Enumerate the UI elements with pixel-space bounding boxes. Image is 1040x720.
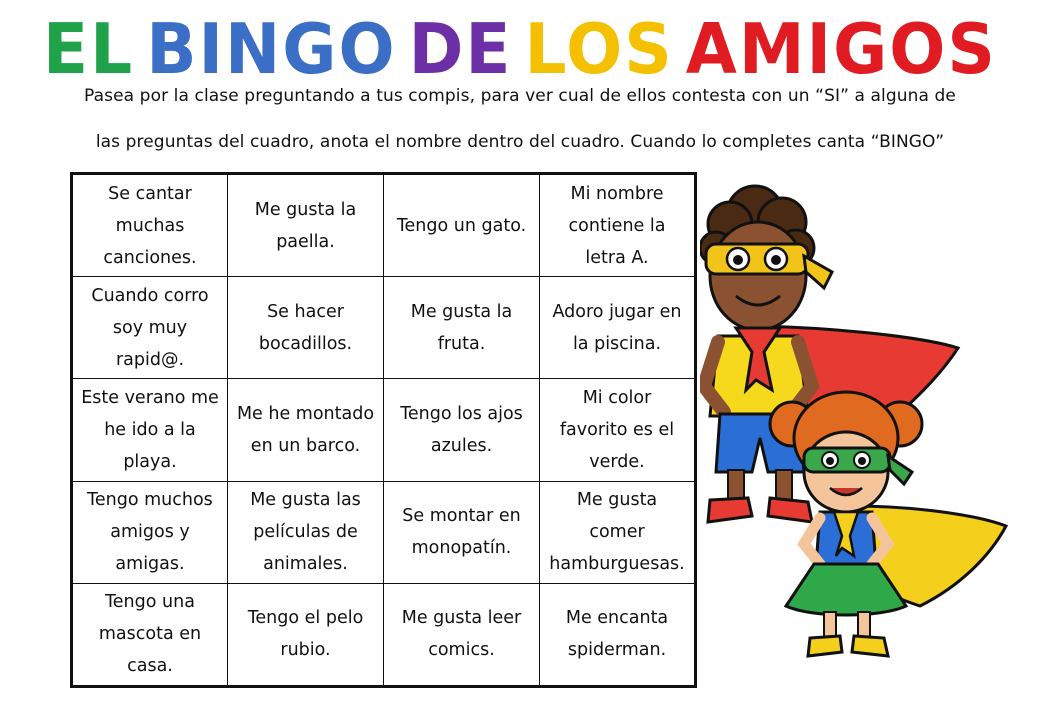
table-row (72, 481, 696, 583)
superhero-kids-illustration (700, 176, 1020, 676)
girl-superhero-illustration (770, 392, 1006, 656)
table-row (72, 277, 696, 379)
bingo-cell[interactable]: Cuando corro soy muy rapid@. (72, 277, 228, 379)
title-word: BINGO (146, 9, 397, 90)
page-title (0, 9, 1040, 90)
title-word: EL (43, 9, 135, 90)
bingo-cell[interactable]: Me encanta spiderman. (540, 583, 696, 686)
bingo-cell[interactable]: Tengo una mascota en casa. (72, 583, 228, 686)
bingo-cell[interactable]: Se cantar muchas canciones. (72, 174, 228, 277)
bingo-cell[interactable]: Tengo un gato. (384, 174, 540, 277)
bingo-cell[interactable]: Mi color favorito es el verde. (540, 379, 696, 481)
bingo-cell[interactable]: Me he montado en un barco. (228, 379, 384, 481)
bingo-cell[interactable]: Este verano me he ido a la playa. (72, 379, 228, 481)
bingo-cell[interactable]: Me gusta la paella. (228, 174, 384, 277)
title-word: AMIGOS (685, 9, 997, 90)
instructions-line-1: Pasea por la clase preguntando a tus compis, para ver cual de ellos contesta con un “SI” a alguna de (84, 86, 956, 106)
table-row (72, 379, 696, 481)
title-word: LOS (524, 9, 674, 90)
bingo-cell[interactable]: Tengo los ajos azules. (384, 379, 540, 481)
bingo-cell[interactable]: Se montar en monopatín. (384, 481, 540, 583)
title-word: DE (408, 9, 513, 90)
bingo-cell[interactable]: Se hacer bocadillos. (228, 277, 384, 379)
bingo-cell[interactable]: Me gusta comer hamburguesas. (540, 481, 696, 583)
bingo-grid (70, 172, 697, 688)
bingo-cell[interactable]: Tengo el pelo rubio. (228, 583, 384, 686)
bingo-cell[interactable]: Me gusta la fruta. (384, 277, 540, 379)
table-row (72, 583, 696, 686)
bingo-cell[interactable]: Me gusta leer comics. (384, 583, 540, 686)
bingo-cell[interactable]: Adoro jugar en la piscina. (540, 277, 696, 379)
bingo-cell[interactable]: Tengo muchos amigos y amigas. (72, 481, 228, 583)
bingo-cell[interactable]: Mi nombre contiene la letra A. (540, 174, 696, 277)
bingo-cell[interactable]: Me gusta las películas de animales. (228, 481, 384, 583)
table-row (72, 174, 696, 277)
instructions-line-2: las preguntas del cuadro, anota el nombre dentro del cuadro. Cuando lo completes canta “BINGO” (95, 132, 945, 152)
